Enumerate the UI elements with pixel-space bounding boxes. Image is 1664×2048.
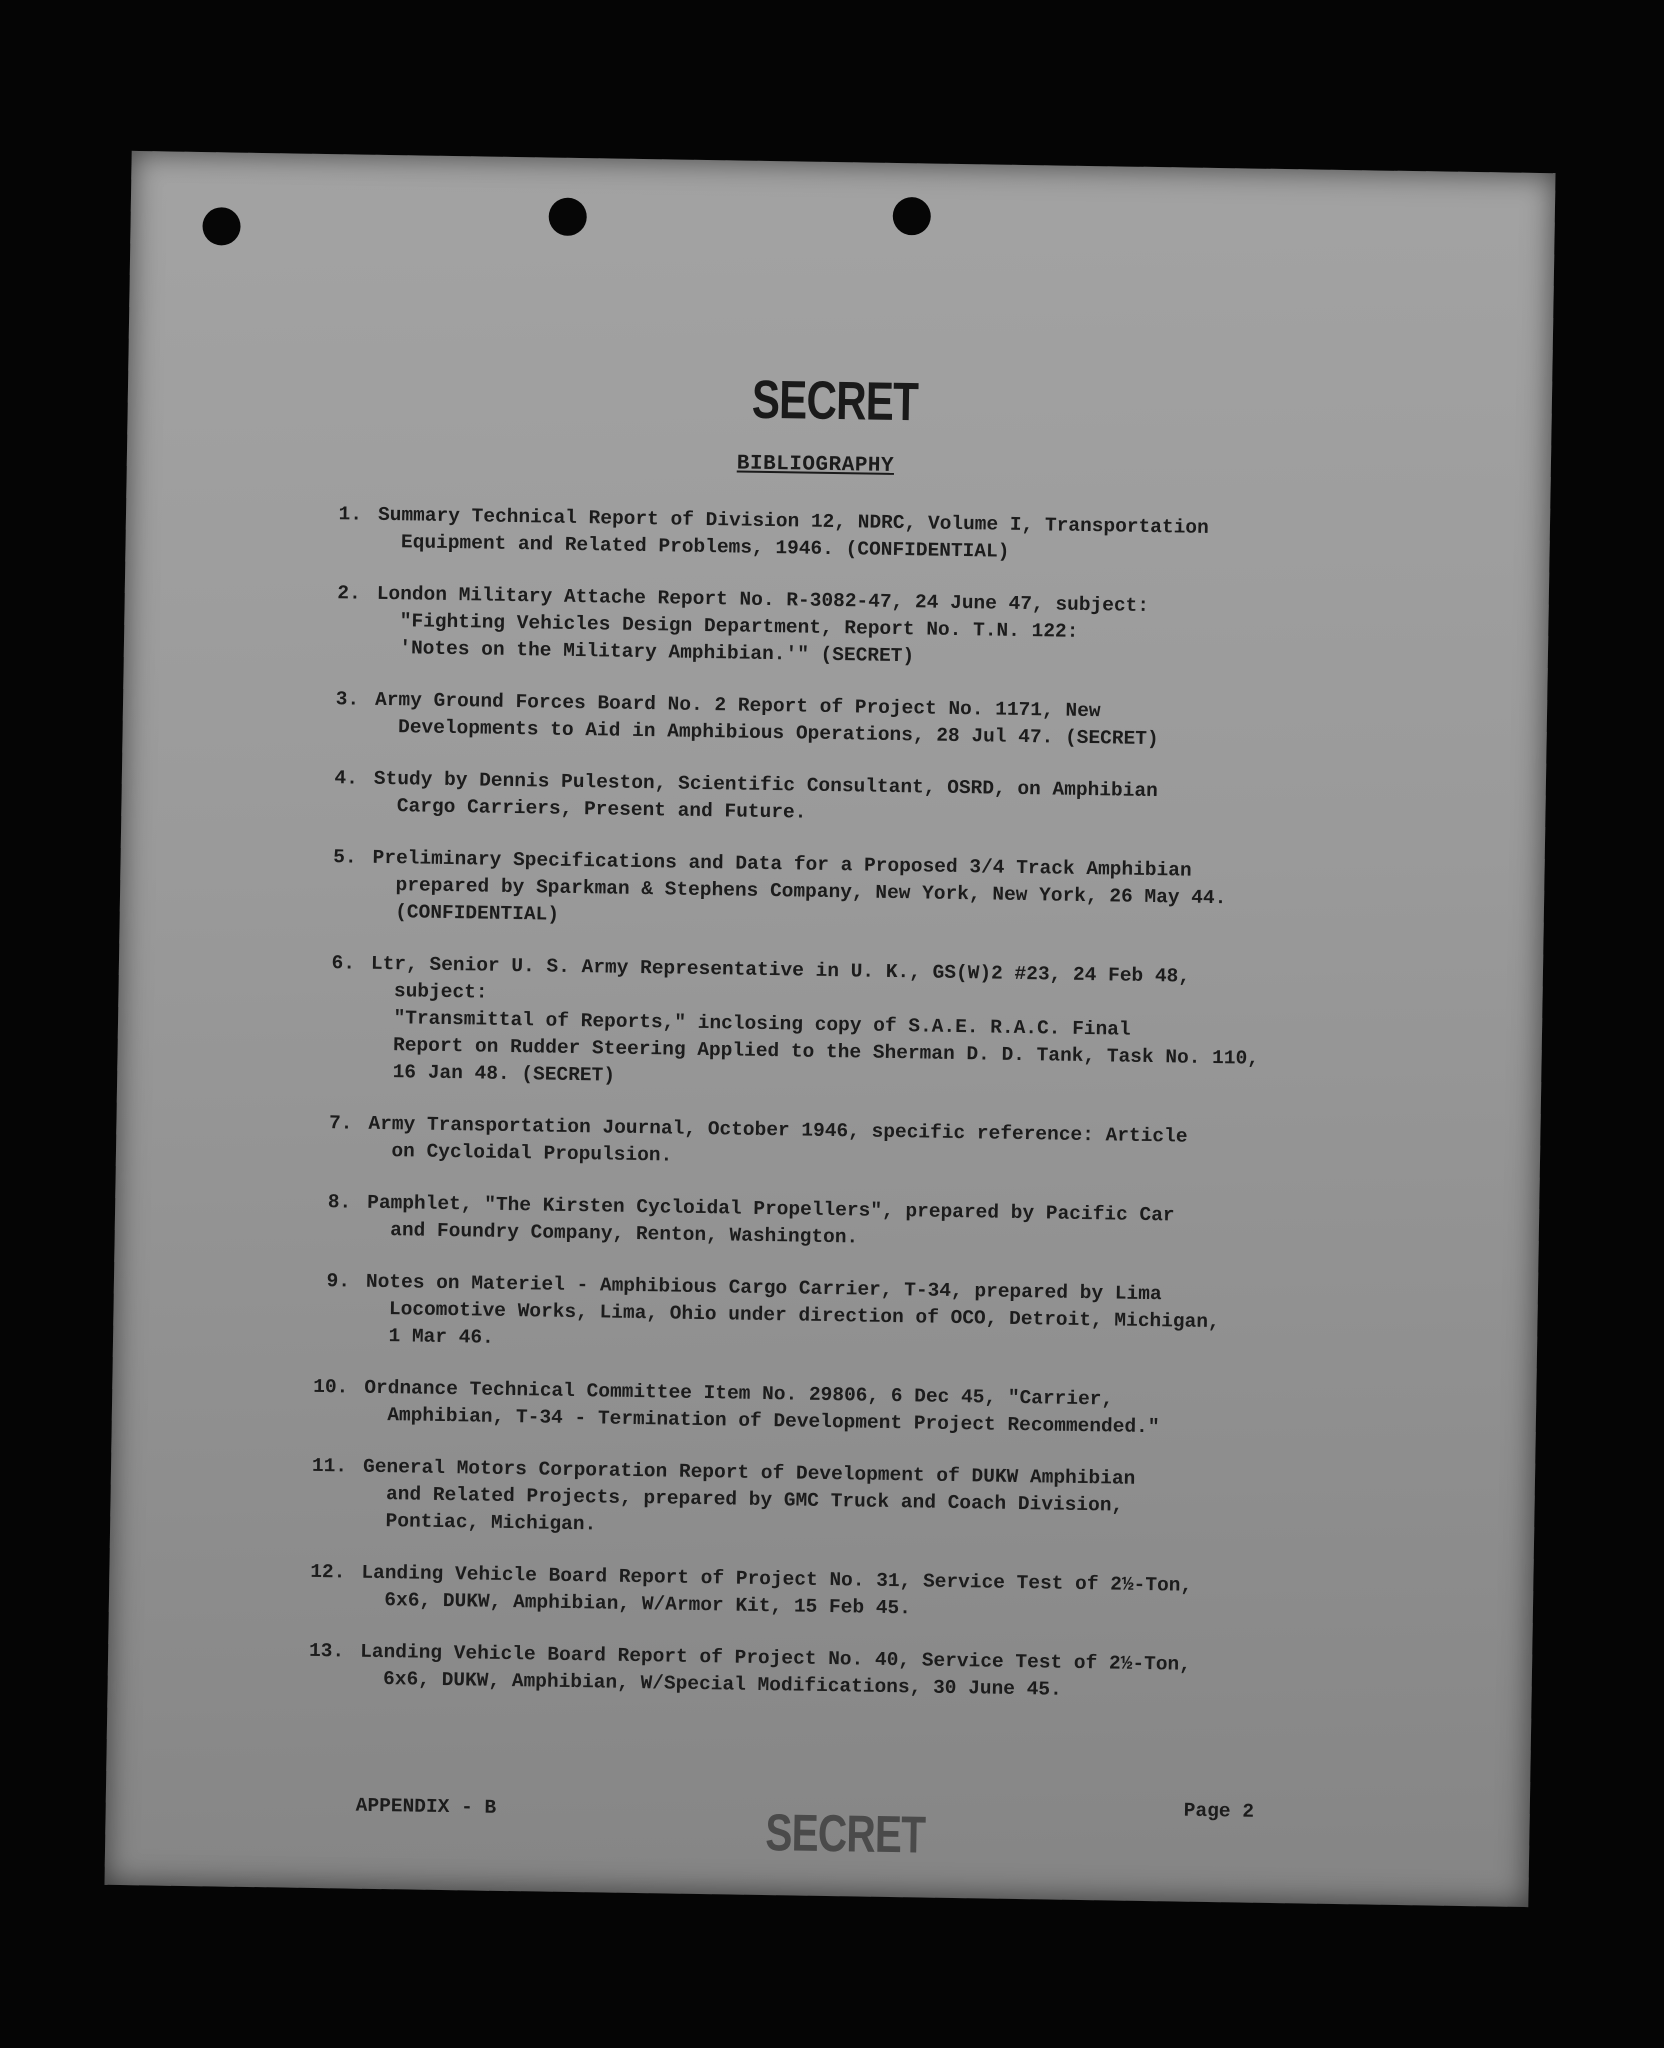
entry-number: 13. — [308, 1639, 345, 1663]
entry-number: 5. — [333, 846, 357, 869]
entry-text: Landing Vehicle Board Report of Project No. 40, Service Test of 2½-Ton, 6x6, DUKW, Amphibian, W/Special Modifications, 30 June 45. — [359, 1640, 1192, 1701]
bibliography-entry-4 — [301, 765, 1492, 838]
bibliography-entry-12 — [289, 1559, 1480, 1632]
bibliography-entry-11 — [290, 1453, 1481, 1553]
secret-stamp-bottom: SECRET — [764, 1804, 926, 1865]
entry-text: Preliminary Specifications and Data for a Proposed 3/4 Track Amphibian prepared by Sparkman & Stephens Company, New York, New York, 26 May 44. (CONFIDENTIAL) — [371, 846, 1227, 926]
entry-number: 3. — [335, 688, 360, 711]
bibliography-entry-6 — [297, 950, 1489, 1104]
bibliography-entry-9 — [293, 1268, 1484, 1368]
entry-text: General Motors Corporation Report of Development of DUKW Amphibian and Related Projects, prepared by GMC Truck and Coach Division, Pontiac, Michigan. — [362, 1455, 1136, 1536]
bibliography-entry-10 — [292, 1374, 1483, 1447]
appendix-label: APPENDIX - B — [355, 1794, 497, 1819]
page-title: BIBLIOGRAPHY — [736, 452, 895, 478]
bibliography-entry-13 — [288, 1638, 1479, 1711]
bibliography-entry-2 — [304, 580, 1495, 680]
punch-hole-center — [548, 197, 587, 236]
entry-text: Study by Dennis Puleston, Scientific Consultant, OSRD, on Amphibian Cargo Carriers, Present and Future. — [373, 767, 1158, 824]
bibliography-entry-8 — [295, 1189, 1486, 1262]
entry-number: 2. — [337, 582, 361, 605]
bibliography-entry-1 — [305, 501, 1496, 574]
punch-hole-right — [892, 197, 931, 236]
bibliography-entry-5 — [300, 844, 1491, 944]
entry-number: 10. — [313, 1375, 349, 1399]
document-page — [104, 151, 1555, 1907]
bibliography-entry-7 — [296, 1110, 1487, 1183]
entry-number: 1. — [338, 503, 363, 526]
entry-number: 9. — [326, 1270, 351, 1293]
punch-hole-left — [202, 207, 241, 246]
entry-text: Summary Technical Report of Division 12, NDRC, Volume I, Transportation Equipment and Related Problems, 1946. (CONFIDENTIAL) — [377, 503, 1209, 563]
entry-number: 6. — [331, 952, 356, 975]
entry-text: Army Ground Forces Board No. 2 Report of Project No. 1171, New Developments to Aid in Amphibious Operations, 28 Jul 47. (SECRET) — [374, 688, 1159, 751]
entry-number: 12. — [310, 1560, 346, 1584]
entry-text: Notes on Materiel - Amphibious Cargo Carrier, T-34, prepared by Lima Locomotive Works, Lima, Ohio under direction of OCO, Detroit, Michigan, 1 Mar 46. — [364, 1270, 1220, 1349]
entry-text: Pamphlet, "The Kirsten Cycloidal Propellers", prepared by Pacific Car and Foundry Company, Renton, Washington. — [366, 1191, 1175, 1249]
page-number: Page 2 — [1183, 1799, 1255, 1823]
entry-number: 7. — [328, 1112, 353, 1135]
entry-number: 8. — [327, 1191, 352, 1214]
secret-stamp-top: SECRET — [751, 369, 919, 433]
entry-text: Landing Vehicle Board Report of Project No. 31, Service Test of 2½-Ton, 6x6, DUKW, Amphibian, W/Armor Kit, 15 Feb 45. — [360, 1561, 1193, 1620]
entry-number: 11. — [311, 1454, 348, 1478]
entry-text: Ordnance Technical Committee Item No. 29806, 6 Dec 45, "Carrier, Amphibian, T-34 - Termination of Development Project Recommended." — [363, 1376, 1160, 1439]
entry-text: Army Transportation Journal, October 1946, specific reference: Article on Cycloidal Propulsion. — [367, 1112, 1188, 1167]
bibliography-entry-3 — [302, 686, 1493, 759]
bibliography-list — [287, 501, 1496, 1736]
entry-text: London Military Attache Report No. R-3082-47, 24 June 47, subject: "Fighting Vehicles Design Department, Report No. T.N. 122: 'Notes on the Military Amphibian.'" (SECRET) — [375, 582, 1150, 668]
entry-text: Ltr, Senior U. S. Army Representative in U. K., GS(W)2 #23, 24 Feb 48, subject: "Transmittal of Reports," inclosing copy of S.A.E. R.A.C. Final Report on Rudder Steering Applied to the Sherman D. D. Tank, Task No. 110, 16 Jan 48. (SECRET) — [369, 952, 1260, 1087]
entry-number: 4. — [334, 767, 359, 790]
